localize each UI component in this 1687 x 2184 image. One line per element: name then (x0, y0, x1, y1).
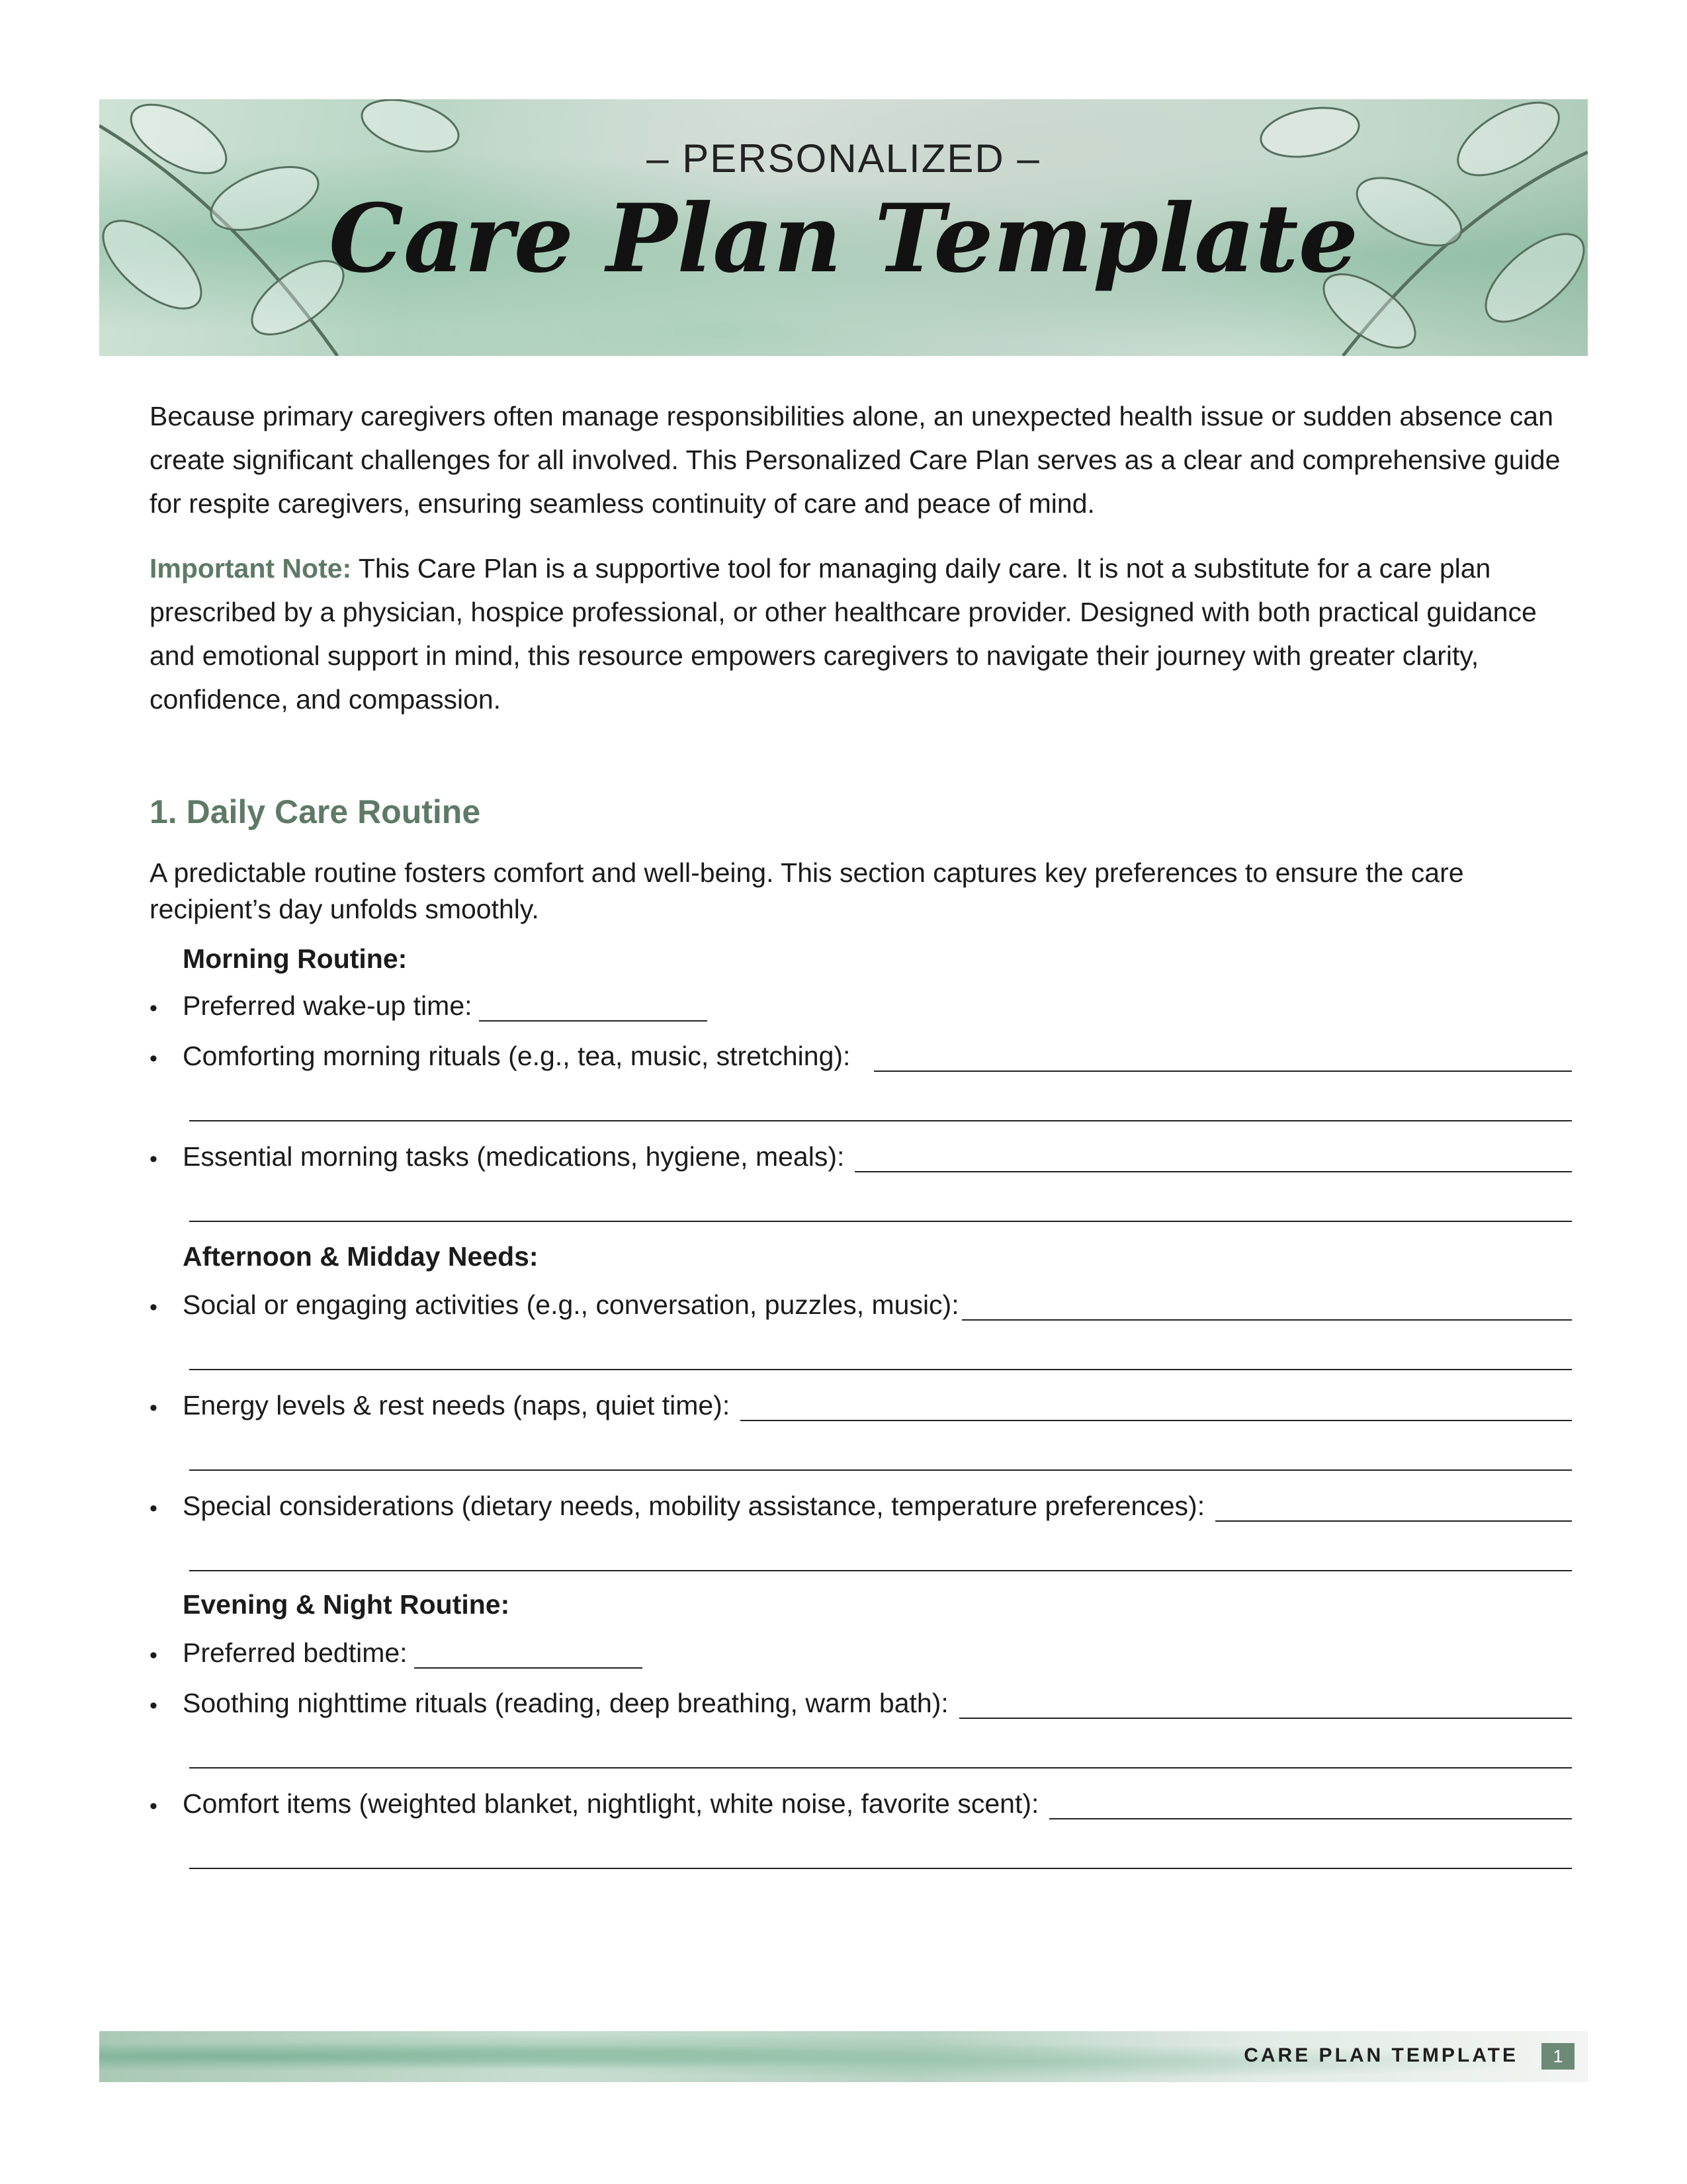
morning-rituals-field[interactable] (874, 1041, 1572, 1072)
list-item (150, 1384, 1572, 1421)
important-note (150, 546, 1572, 721)
social-activities-field[interactable] (962, 1290, 1572, 1321)
morning-heading: Morning Routine: (183, 943, 408, 974)
comfort-items-field[interactable] (1049, 1789, 1572, 1819)
field-label: Soothing nighttime rituals (reading, deep breathing, warm bath): (183, 1688, 949, 1718)
field-label: Special considerations (dietary needs, mobility assistance, temperature preferences): (183, 1491, 1205, 1521)
field-label: Comfort items (weighted blanket, nightlight, white noise, favorite scent): (183, 1788, 1039, 1819)
bullet-icon: • (150, 1295, 157, 1320)
header-banner (99, 99, 1588, 356)
bullet-icon: • (150, 1693, 157, 1718)
field-label: Energy levels & rest needs (naps, quiet time): (183, 1390, 730, 1420)
section-heading: 1. Daily Care Routine (150, 793, 481, 830)
banner-kicker: – PERSONALIZED – (646, 136, 1041, 181)
intro-paragraph: Because primary caregivers often manage responsibilities alone, an unexpected health issue or sudden absence can create significant challenges for all involved. This Personalized Care Plan serves as a clear and comprehensive guide for respite caregivers, ensuring seamless continuity of care and peace of mind. (150, 401, 1561, 519)
nighttime-rituals-field-continued[interactable] (189, 1767, 1572, 1769)
field-label: Social or engaging activities (e.g., conversation, puzzles, music): (183, 1289, 959, 1320)
footer-bar (99, 2031, 1588, 2082)
morning-tasks-field-continued[interactable] (189, 1221, 1572, 1222)
list-item (150, 1782, 1572, 1819)
wake-up-time-field[interactable] (479, 991, 707, 1022)
bullet-icon: • (150, 1496, 157, 1521)
list-item (150, 1632, 1572, 1669)
page-number: 1 (1541, 2043, 1575, 2070)
important-note-label: Important Note: (150, 553, 352, 584)
evening-heading: Evening & Night Routine: (183, 1589, 510, 1620)
morning-tasks-field[interactable] (855, 1142, 1572, 1172)
list-item (150, 1135, 1572, 1172)
comfort-items-field-continued[interactable] (189, 1868, 1572, 1869)
bullet-icon: • (150, 1643, 157, 1668)
social-activities-field-continued[interactable] (189, 1369, 1572, 1370)
bullet-icon: • (150, 1395, 157, 1420)
section-intro: A predictable routine fosters comfort and well-being. This section captures key preferences to ensure the care recipient’s day unfolds smoothly. (150, 857, 1464, 924)
field-label: Essential morning tasks (medications, hygiene, meals): (183, 1141, 845, 1172)
page-title: Care Plan Template (328, 184, 1359, 294)
bullet-icon: • (150, 996, 157, 1021)
nighttime-rituals-field[interactable] (959, 1688, 1572, 1719)
bedtime-field[interactable] (414, 1638, 642, 1669)
list-item (150, 984, 1572, 1022)
afternoon-heading: Afternoon & Midday Needs: (183, 1241, 539, 1272)
footer-label: CARE PLAN TEMPLATE (1244, 2044, 1518, 2066)
important-note-text: This Care Plan is a supportive tool for managing daily care. It is not a substitute for a care plan prescribed by a physician, hospice professional, or other healthcare provider. Designed with both practical guidance and emotional support in mind, this resource empowers caregivers to navigate their journey with greater clarity, confidence, and compassion. (150, 553, 1537, 715)
energy-levels-field-continued[interactable] (189, 1469, 1572, 1471)
morning-rituals-field-continued[interactable] (189, 1120, 1572, 1121)
bullet-icon: • (150, 1046, 157, 1071)
field-label: Preferred wake-up time: (183, 990, 472, 1021)
bullet-icon: • (150, 1794, 157, 1819)
special-considerations-field-continued[interactable] (189, 1570, 1572, 1571)
special-considerations-field[interactable] (1215, 1491, 1572, 1522)
bullet-icon: • (150, 1147, 157, 1172)
field-label: Preferred bedtime: (183, 1638, 408, 1668)
field-label: Comforting morning rituals (e.g., tea, music, stretching): (183, 1041, 851, 1071)
list-item (150, 1284, 1572, 1321)
list-item (150, 1035, 1572, 1072)
list-item (150, 1485, 1572, 1522)
list-item (150, 1682, 1572, 1719)
energy-levels-field[interactable] (740, 1391, 1572, 1421)
